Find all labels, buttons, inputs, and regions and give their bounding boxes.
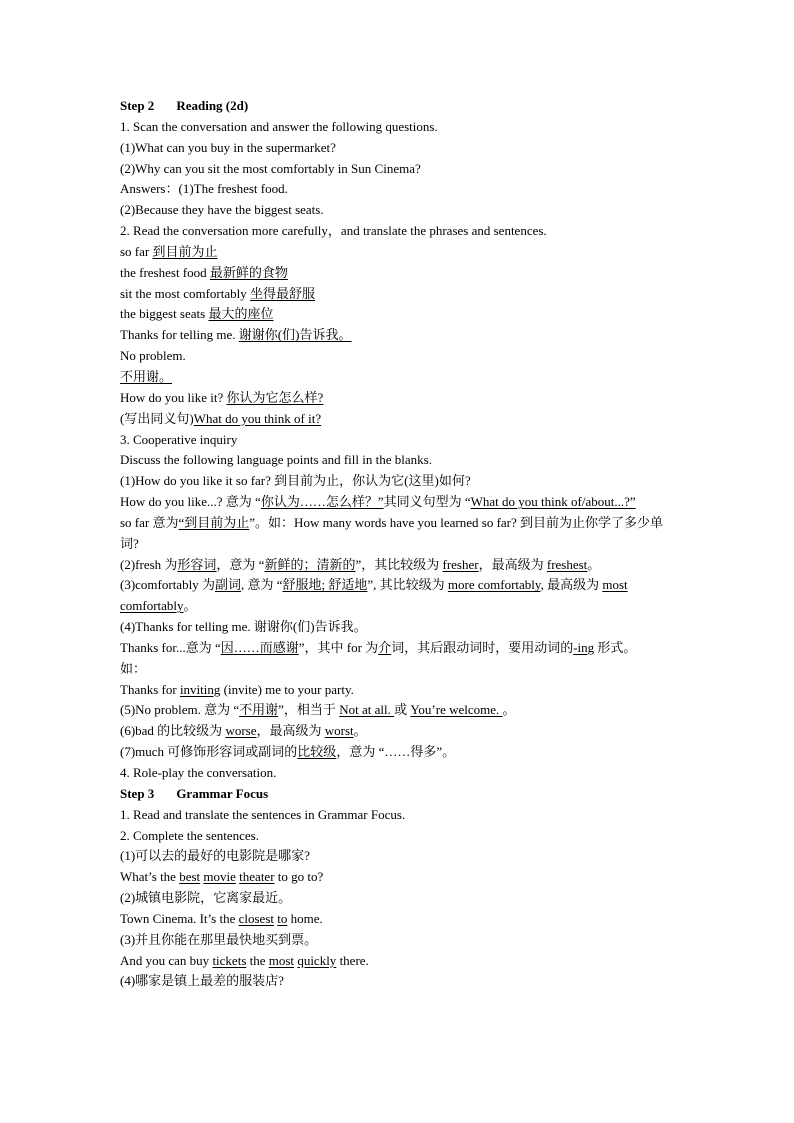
synonym-row: [120, 409, 680, 430]
point-2: (2)fresh 为形容词，意为 “新鲜的；清新的”，其比较级为 fresher，最高级为 freshest。: [120, 556, 601, 572]
blank-answer: 副词: [214, 577, 241, 593]
phrase-translation: 最新鲜的食物: [209, 264, 288, 280]
task3-subinstruction: Discuss the following language points and fill in the blanks.: [120, 452, 432, 468]
blank-answer: fresher: [442, 556, 479, 572]
blank-answer: most comfortably: [120, 577, 628, 614]
blank-answer: worst: [324, 723, 354, 739]
task1-instruction: 1. Scan the conversation and answer the following questions.: [120, 118, 438, 134]
completion-4-chinese: (4)哪家是镇上最差的服装店?: [120, 973, 284, 989]
point-5: (5)No problem. 意为 “不用谢”，相当于 Not at all. 或 You’re welcome. 。: [120, 702, 516, 718]
synonym-answer: What do you think of it?: [193, 410, 322, 426]
blank-answer: worse: [225, 723, 257, 739]
phrase-row: [120, 263, 680, 284]
point-6: (6)bad 的比较级为 worse，最高级为 worst。: [120, 723, 367, 739]
blank-answer: 形容词: [177, 556, 217, 572]
phrase-english: No problem.: [120, 348, 186, 364]
task1-answer-1: [120, 179, 680, 200]
blank-answer: 介: [378, 639, 392, 655]
point-4-sentence: (4)Thanks for telling me. 谢谢你(们)告诉我。: [120, 619, 367, 635]
phrase-row: [120, 284, 680, 305]
task1-question-1: (1)What can you buy in the supermarket?: [120, 139, 336, 155]
synonym-prompt: (写出同义句): [120, 410, 194, 426]
blank-answer: 因……而感谢: [220, 639, 299, 655]
blank-answer: 不用谢: [239, 702, 279, 718]
point-4-example: Thanks for inviting (invite) me to your party.: [120, 681, 354, 697]
completion-2-english: Town Cinema. It’s the closest to home.: [120, 910, 323, 926]
blank-answer: most: [268, 952, 295, 968]
blank-answer: closest: [238, 910, 274, 926]
blank-answer: 比较级: [297, 744, 337, 760]
completion-3-chinese: (3)并且你能在那里最快地买到票。: [120, 931, 318, 947]
phrase-english: so far: [120, 243, 153, 259]
phrase-translation: 坐得最舒服: [249, 285, 315, 301]
step3-item-2: 2. Complete the sentences.: [120, 827, 259, 843]
blank-answer: -ing: [573, 639, 595, 655]
phrase-row: [120, 325, 680, 346]
completion-1-chinese: (1)可以去的最好的电影院是哪家?: [120, 848, 310, 864]
answers-label: Answers：: [120, 181, 179, 197]
step2-heading: [120, 96, 680, 117]
phrase-translation: 不用谢。: [120, 368, 173, 384]
phrase-translation: 到目前为止: [152, 243, 218, 259]
step3-label: Step 3: [120, 785, 155, 801]
blank-answer: tickets: [212, 952, 247, 968]
blank-answer: You’re welcome.: [410, 702, 503, 718]
phrase-english: sit the most comfortably: [120, 285, 250, 301]
step2-label: Step 2: [120, 98, 155, 113]
blank-answer: 舒服地; 舒适地: [282, 577, 368, 593]
step3-heading: [120, 784, 680, 805]
phrase-row: [120, 304, 680, 325]
phrase-row: [120, 242, 680, 263]
completion-1-english: What’s the best movie theater to go to?: [120, 869, 324, 885]
phrase-translation: 你认为它怎么样?: [226, 389, 324, 405]
step2-title: Reading (2d): [176, 98, 249, 113]
blank-answer: theater: [239, 869, 275, 885]
point-1-sentence: (1)How do you like it so far? 到目前为止，你认为它(这里)如何?: [120, 473, 471, 489]
completion-2-chinese: (2)城镇电影院，它离家最近。: [120, 890, 292, 906]
blank-answer: more comfortably: [447, 577, 541, 593]
point-1-explanation: How do you like...? 意为 “你认为……怎么样？”其同义句型为 “What do you think of/about...?”: [120, 494, 636, 510]
blank-answer: What do you think of/about...?”: [470, 494, 636, 510]
step3-item-1: 1. Read and translate the sentences in Grammar Focus.: [120, 806, 406, 822]
worksheet-page: [120, 96, 680, 992]
point-7: (7)much 可修饰形容词或副词的比较级，意为 “……得多”。: [120, 744, 456, 760]
phrase-translation: 最大的座位: [208, 306, 274, 322]
task1-answer-2: (2)Because they have the biggest seats.: [120, 202, 324, 218]
blank-answer: 新鲜的；清新的: [264, 556, 356, 572]
phrase-english: Thanks for telling me.: [120, 327, 239, 343]
blank-answer: freshest: [546, 556, 588, 572]
point-4-explanation: Thanks for...意为 “因……而感谢”，其中 for 为介词，其后跟动词时，要用动词的-ing 形式。 如：: [120, 639, 637, 676]
answer-1-text: (1)The freshest food.: [178, 181, 288, 197]
blank-answer: inviting: [179, 681, 221, 697]
phrase-row: [120, 388, 680, 409]
example-label: 如：: [120, 660, 147, 676]
blank-answer: “到目前为止: [178, 514, 250, 530]
phrase-row: [120, 367, 680, 388]
blank-answer: 你认为……怎么样？”: [260, 494, 384, 510]
blank-answer: quickly: [297, 952, 337, 968]
phrase-english: How do you like it?: [120, 389, 227, 405]
blank-answer: Not at all.: [339, 702, 395, 718]
phrase-translation: 谢谢你(们)告诉我。: [238, 327, 352, 343]
task3-instruction: 3. Cooperative inquiry: [120, 431, 238, 447]
step3-title: Grammar Focus: [176, 785, 269, 801]
blank-answer: best: [179, 869, 201, 885]
point-3: (3)comfortably 为副词, 意为 “舒服地; 舒适地”, 其比较级为 more comfortably, 最高级为 most comfortably。: [120, 577, 628, 614]
point-1-so-far: so far 意为“到目前为止”。如：How many words have you learned so far? 到目前为止你学了多少单词?: [120, 514, 664, 551]
task1-question-2: (2)Why can you sit the most comfortably in Sun Cinema?: [120, 160, 421, 176]
phrase-english: the biggest seats: [120, 306, 209, 322]
blank-answer: movie: [203, 869, 236, 885]
completion-3-english: And you can buy tickets the most quickly there.: [120, 952, 369, 968]
blank-answer: to: [277, 910, 288, 926]
phrase-english: the freshest food: [120, 264, 210, 280]
task4-instruction: 4. Role-play the conversation.: [120, 765, 277, 780]
task2-instruction: 2. Read the conversation more carefully，and translate the phrases and sentences.: [120, 223, 547, 239]
